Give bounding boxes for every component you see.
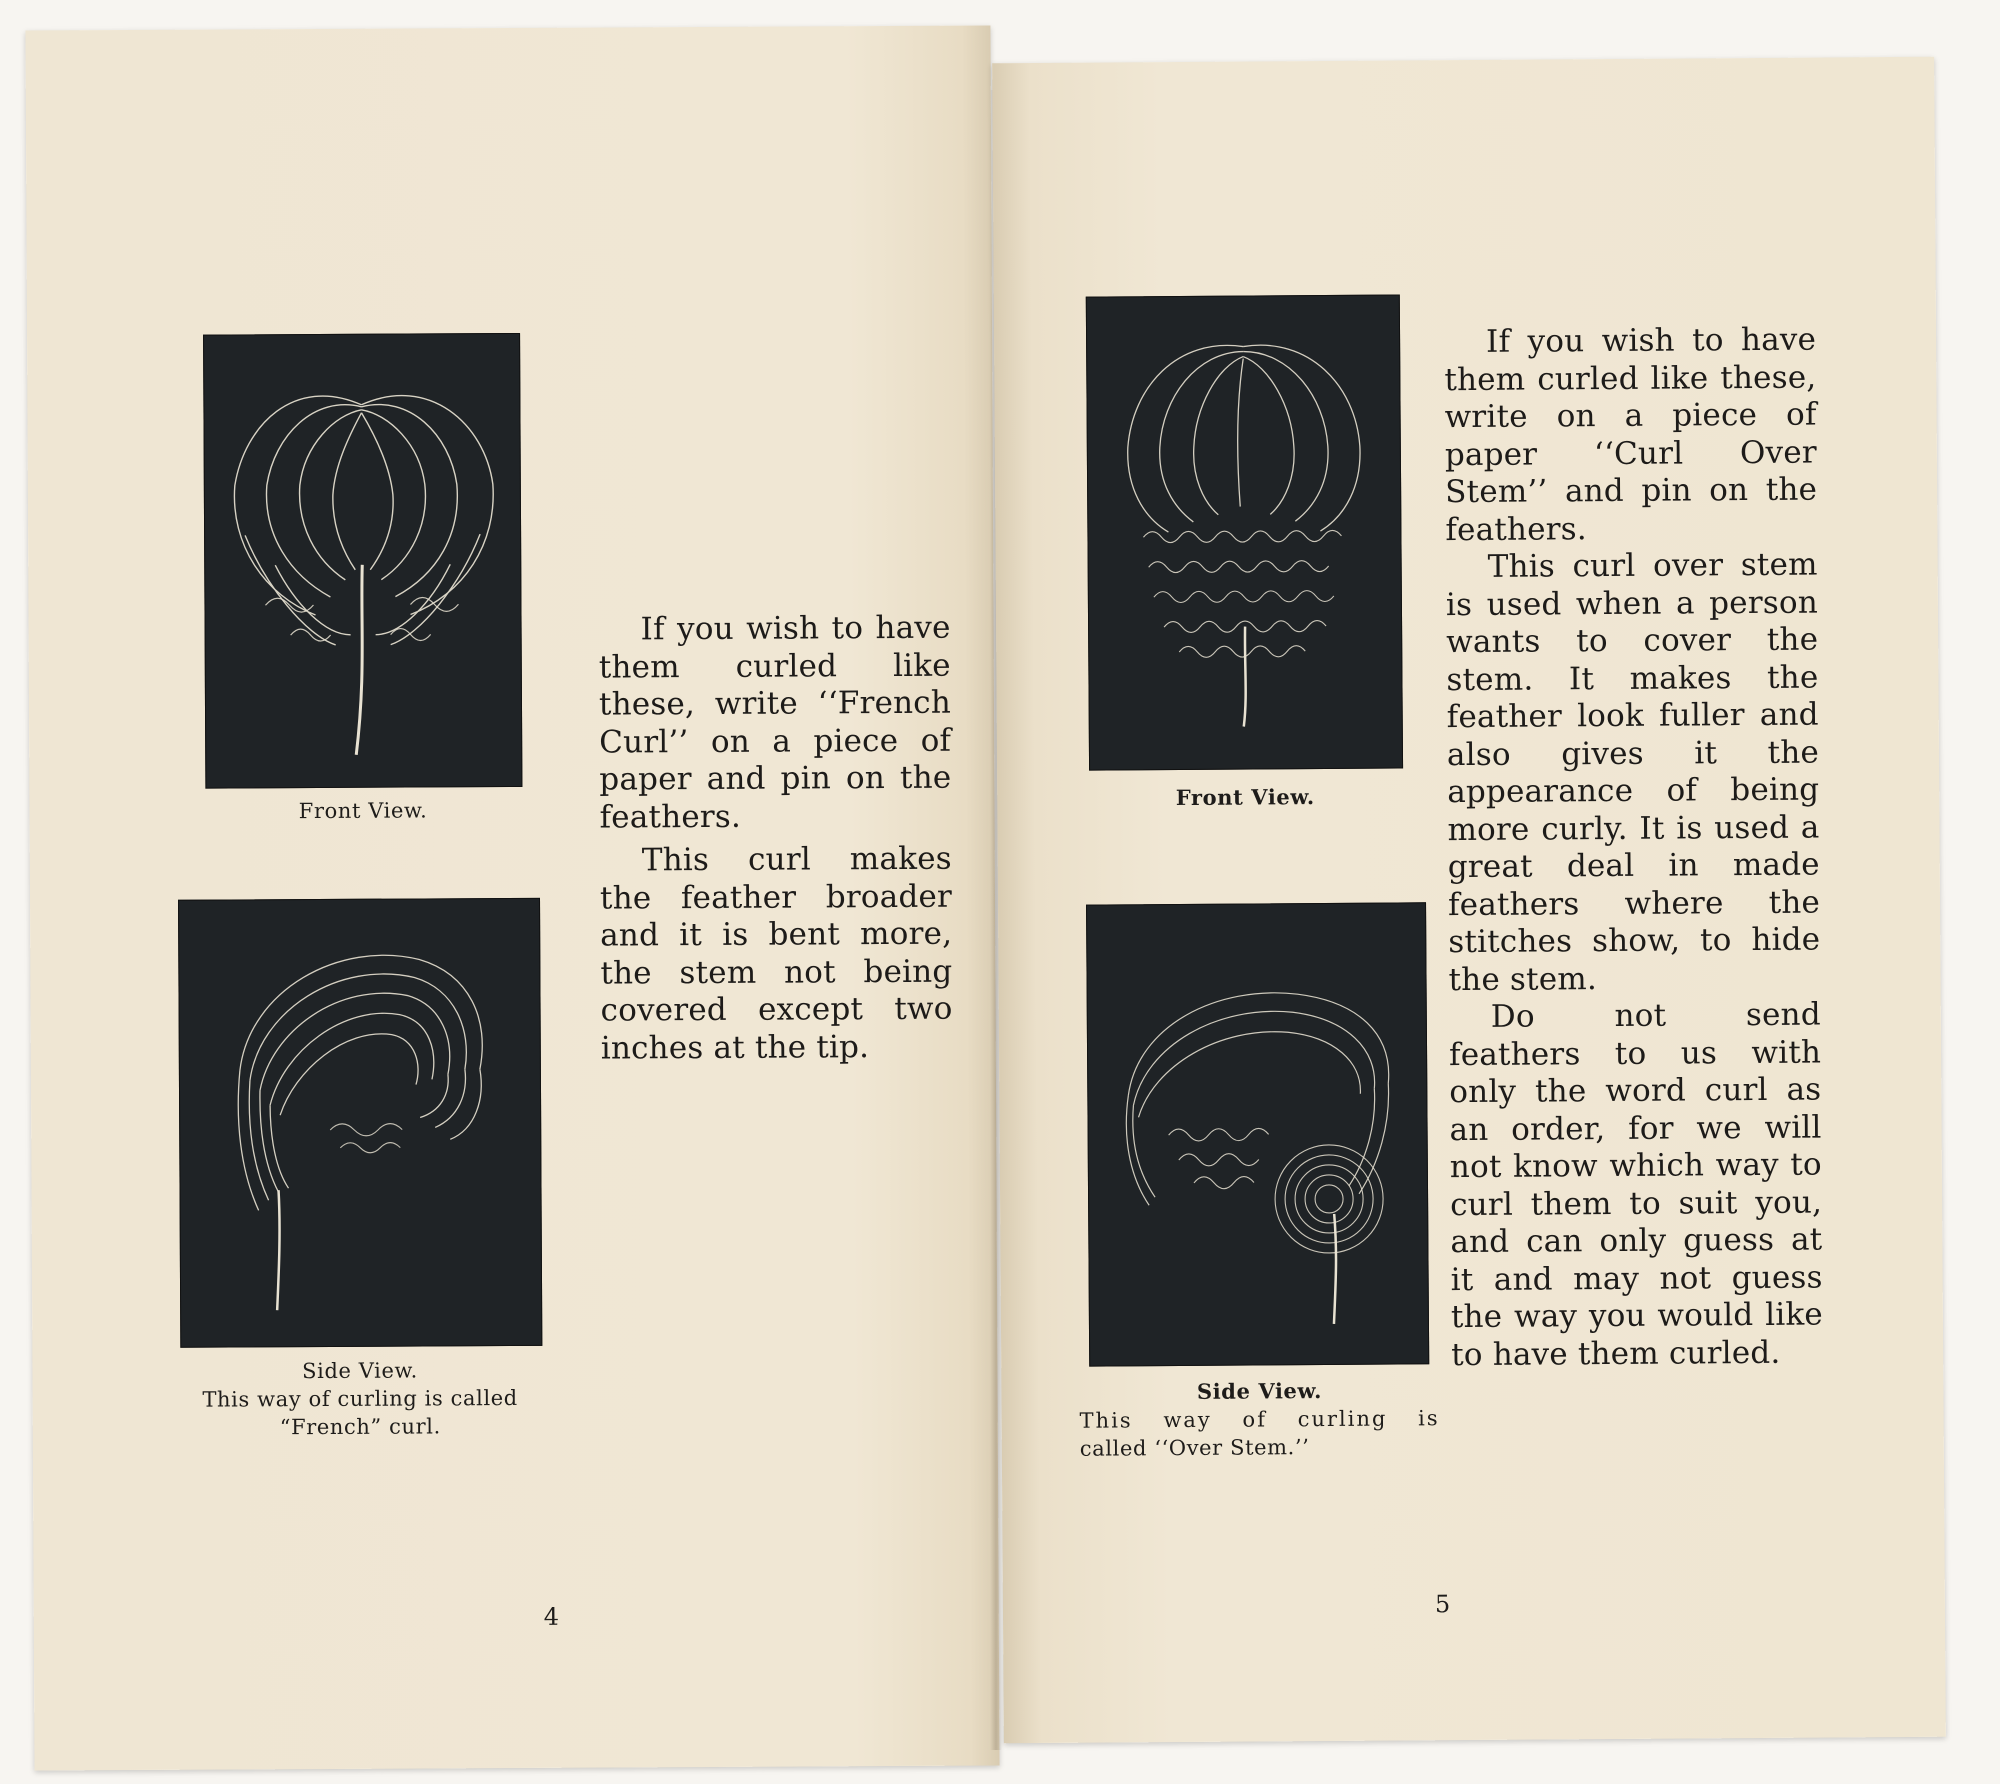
paragraph: If you wish to have them curled like these, write on a piece of paper ‘‘Curl Over Stem’’ and pin on the feathers. (1444, 321, 1818, 548)
french-curl-front-plate (203, 333, 522, 789)
page-number: 4 (543, 1602, 560, 1631)
caption-line: “French” curl. (279, 1414, 441, 1440)
paragraph: If you wish to have them curled like these, write ‘‘French Curl’’ on a piece of paper and pin on the feathers. (598, 609, 952, 836)
caption-line: This way of curling is called (202, 1385, 518, 1412)
paragraph: Do not send feathers to us with only the word curl as an order, for we will not know which way to curl them to suit you, and can only guess at it and may not guess the way you would like to have them curled. (1448, 996, 1824, 1373)
feather-french-curl-front-icon (204, 334, 521, 788)
paragraph: This curl over stem is used when a person wants to cover the stem. It makes the feather look fuller and also gives it the appearance of being more curly. It is used a great deal in made feathers where the stitches show, to hide the stem. (1445, 546, 1821, 998)
caption-line: Front View. (1175, 784, 1315, 811)
caption-line: called ‘‘Over Stem.’’ (1079, 1435, 1310, 1461)
right-page (992, 57, 1946, 1744)
over-stem-side-caption (1079, 1376, 1440, 1463)
french-curl-front-caption (205, 796, 520, 826)
feather-over-stem-side-icon (1087, 903, 1428, 1365)
left-page (25, 25, 999, 1770)
feather-over-stem-front-icon (1087, 295, 1402, 769)
left-page-text (599, 610, 953, 1068)
caption-line: Front View. (298, 798, 428, 824)
feather-french-curl-side-icon (179, 899, 541, 1347)
paragraph: This curl makes the feather broader and it is bent more, the stem not being covered except two inches at the tip. (599, 840, 953, 1067)
french-curl-side-caption (162, 1356, 557, 1442)
over-stem-front-plate (1086, 294, 1403, 770)
over-stem-side-plate (1086, 902, 1429, 1366)
page-number: 5 (1434, 1590, 1451, 1619)
caption-line: This way of curling is (1079, 1406, 1440, 1433)
caption-line: Side View. (1196, 1378, 1323, 1404)
right-page-text (1444, 322, 1823, 1375)
over-stem-front-caption (1089, 782, 1401, 812)
french-curl-side-plate (178, 898, 542, 1348)
caption-line: Side View. (302, 1358, 418, 1384)
